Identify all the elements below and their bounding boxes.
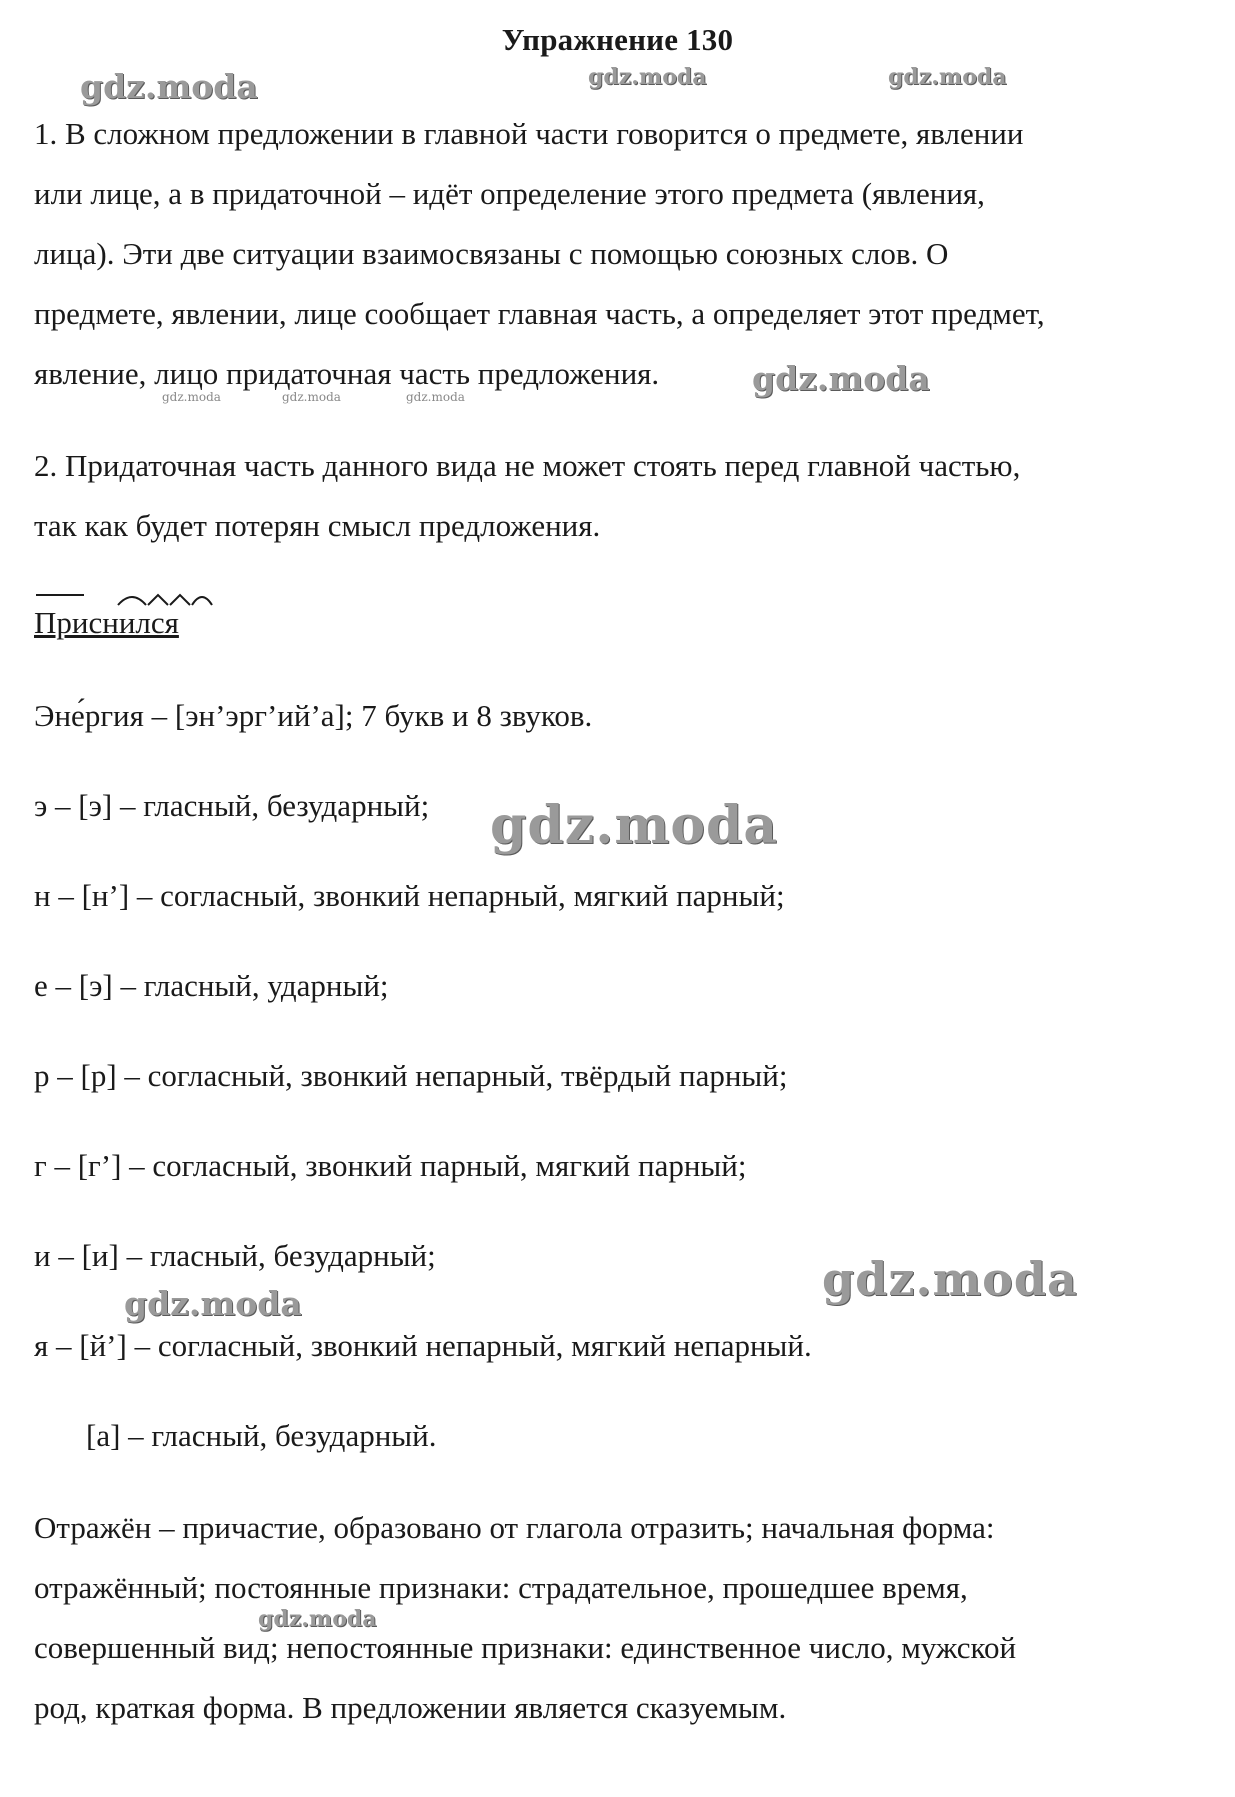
paragraph-2-line: 2. Придаточная часть данного вида не может стоять перед главной частью, <box>34 448 1021 483</box>
paragraph-1-line: 1. В сложном предложении в главной части говорится о предмете, явлении <box>34 116 1024 151</box>
paragraph-3-line: отражённый; постоянные признаки: страдательное, прошедшее время, <box>34 1570 968 1605</box>
paragraph-1-line: лица). Эти две ситуации взаимосвязаны с помощью союзных слов. О <box>34 236 949 271</box>
paragraph-3-line: Отражён – причастие, образовано от глагола отразить; начальная форма: <box>34 1510 995 1545</box>
phonetic-line: е – [э] – гласный, ударный; <box>34 968 389 1003</box>
paragraph-3-line: род, краткая форма. В предложении является сказуемым. <box>34 1690 787 1725</box>
phonetic-line: н – [н’] – согласный, звонкий непарный, мягкий парный; <box>34 878 785 913</box>
paragraph-1-line: предмете, явлении, лице сообщает главная часть, а определяет этот предмет, <box>34 296 1045 331</box>
watermark: gdz.moda <box>282 390 341 404</box>
watermark: gdz.moda <box>588 64 707 90</box>
watermark: gdz.moda <box>822 1252 1078 1306</box>
paragraph-2-line: так как будет потерян смысл предложения. <box>34 508 601 543</box>
phonetic-line: р – [р] – согласный, звонкий непарный, твёрдый парный; <box>34 1058 788 1093</box>
phonetic-line: я – [й’] – согласный, звонкий непарный, мягкий непарный. <box>34 1328 812 1363</box>
phonetic-header: Эне́ргия – [эн’эрг’ий’а]; 7 букв и 8 звуков. <box>34 698 593 733</box>
paragraph-1-line: явление, лицо придаточная часть предложения. <box>34 356 660 391</box>
phonetic-extra-line: [а] – гласный, безударный. <box>86 1418 437 1453</box>
paragraph-1-line: или лице, а в придаточной – идёт определение этого предмета (явления, <box>34 176 985 211</box>
phonetic-line: г – [г’] – согласный, звонкий парный, мягкий парный; <box>34 1148 747 1183</box>
watermark: gdz.moda <box>752 359 930 398</box>
watermark: gdz.moda <box>490 795 779 856</box>
watermark: gdz.moda <box>406 390 465 404</box>
watermark: gdz.moda <box>258 1606 377 1632</box>
watermark: gdz.moda <box>124 1284 302 1323</box>
paragraph-3-line: совершенный вид; непостоянные признаки: единственное число, мужской <box>34 1630 1017 1665</box>
watermark: gdz.moda <box>80 67 258 106</box>
watermark: gdz.moda <box>888 64 1007 90</box>
exercise-title: Упражнение 130 <box>501 22 734 57</box>
watermark: gdz.moda <box>162 390 221 404</box>
phonetic-line: и – [и] – гласный, безударный; <box>34 1238 436 1273</box>
parsed-word: Приснился <box>34 605 179 640</box>
phonetic-line: э – [э] – гласный, безударный; <box>34 788 430 823</box>
